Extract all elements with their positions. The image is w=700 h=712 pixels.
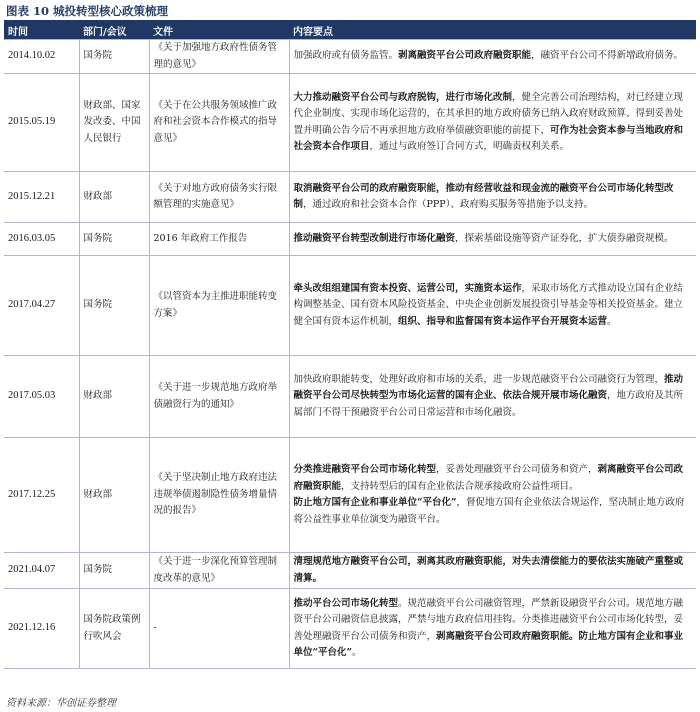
content-text: 。	[607, 315, 617, 327]
source-note: 资料来源：华创证券整理	[6, 698, 116, 709]
table-row	[4, 256, 696, 356]
content-text: ，妥善处理融资平台公司债务和资产，	[436, 464, 598, 475]
cell-dept: 财政部、国家发改委、中国人民银行	[79, 74, 149, 172]
header-document: 文件	[149, 22, 289, 40]
cell-dept: 国务院	[79, 256, 149, 356]
table-row	[4, 74, 696, 172]
content-highlight: 清理规范地方融资平台公司，剥离其政府融资职能，对失去清偿能力的要依法实施破产重整或清算。	[293, 556, 684, 584]
content-text: 加快政府职能转变，处理好政府和市场的关系，进一步规范融资平台公司融资行为管理，	[293, 373, 665, 385]
content-highlight: 推动融资平台公司尽快转型为市场化运营的国有企业、依法合规开展市场化融资	[293, 373, 684, 402]
content-highlight: 推动融资平台转型改制进行市场化融资	[293, 232, 456, 244]
cell-document: 《以管资本为主推进职能转变方案》	[149, 256, 289, 356]
cell-document: 《关于进一步深化预算管理制度改革的意见》	[149, 553, 289, 589]
cell-date: 2021.04.07	[4, 553, 79, 589]
cell-dept: 国务院政策例行吹风会	[79, 589, 149, 669]
cell-dept: 财政部	[79, 172, 149, 223]
cell-dept: 国务院	[79, 553, 149, 589]
content-highlight: 分类推进融资平台公司市场化转型	[293, 464, 437, 475]
content-text: 加强政府或有债务监管。	[293, 50, 399, 62]
table-header-row	[4, 22, 696, 40]
cell-document: -	[149, 589, 289, 669]
cell-date: 2021.12.16	[4, 589, 79, 669]
content-highlight: 大力推动融资平台公司与政府脱钩，进行市场化改制	[293, 91, 513, 103]
cell-document: 2016 年政府工作报告	[149, 223, 289, 256]
content-highlight: 剥离融资平台公司政府融资职能	[398, 50, 532, 62]
cell-content	[289, 256, 696, 356]
content-highlight: 取消融资平台公司的政府融资职能，推动有经营收益和现金流的融资平台公司市场化转型改制	[293, 182, 674, 210]
content-text: ，通过政府和社会资本合作（PPP）、政府购买服务等措施予以支持。	[303, 199, 593, 210]
cell-date: 2016.03.05	[4, 223, 79, 256]
cell-content	[289, 172, 696, 223]
table-row	[4, 40, 696, 74]
content-highlight: 牵头改组组建国有资本投资、运营公司，实施资本运作	[293, 282, 522, 294]
content-text: ，支持转型后的国有企业依法合规承接政府公益性项目。	[341, 480, 579, 492]
header-dept: 部门/会议	[79, 22, 149, 40]
cell-content	[289, 553, 696, 589]
content-text: ，地方政府及其所属部门不得干预融资平台公司日常运营和市场化融资。	[293, 390, 684, 418]
cell-dept: 国务院	[79, 40, 149, 74]
cell-document: 《关于加强地方政府性债务管理的意见》	[149, 40, 289, 74]
content-text: ，督促地方国有企业依法合规运作，坚决制止地方政府将公益性事业单位演变为融资平台。	[293, 497, 685, 525]
table-row	[4, 223, 696, 256]
cell-date: 2015.12.21	[4, 172, 79, 223]
cell-content	[289, 356, 696, 438]
table-row	[4, 356, 696, 438]
content-text: ，探索基础设施等资产证券化，扩大债券融资规模。	[455, 232, 674, 244]
cell-content	[289, 589, 696, 669]
content-text: ，健全完善公司治理结构，对已经建立现代企业制度、实现市场化运营的，在其承担的地方政府债务已纳入政府财政预算、得到妥善处置并明确公告今后不再承担地方政府举债融资职能的前提下，	[293, 91, 684, 136]
content-highlight: 剥离融资平台公司政府融资职能	[293, 464, 684, 492]
cell-document: 《关于对地方政府债务实行限额管理的实施意见》	[149, 172, 289, 223]
cell-dept: 财政部	[79, 356, 149, 438]
content-text: 。规范融资平台公司融资管理，严禁新设融资平台公司。规范地方融资平台公司融资信息披露，严禁与地方政府信用挂钩。分类推进融资平台公司市场化转型，妥善处理融资平台公司债务和资产，	[293, 597, 684, 642]
cell-content	[289, 223, 696, 256]
content-text: ，采取市场化方式推动设立国有企业结构调整基金、国有资本风险投资基金、中央企业创新发展投资引导基金等相关投资基金。建立健全国有资本运作机制，	[293, 282, 684, 327]
figure-title: 图表 10 城投转型核心政策梳理	[6, 4, 169, 18]
cell-date: 2014.10.02	[4, 40, 79, 74]
content-text: ，通过与政府签订合同方式，明确责权利关系。	[369, 141, 570, 152]
cell-document: 《关于进一步规范地方政府举债融资行为的通知》	[149, 356, 289, 438]
content-highlight: 防止地方国有企业和事业单位“平台化”	[293, 497, 457, 508]
table-row	[4, 438, 696, 553]
cell-dept: 财政部	[79, 438, 149, 553]
table-row	[4, 553, 696, 589]
content-highlight: 推动平台公司市场化转型	[293, 597, 399, 609]
content-text: 。	[351, 647, 362, 658]
header-time: 时间	[4, 22, 79, 40]
cell-date: 2015.05.19	[4, 74, 79, 172]
content-highlight: 可作为社会资本参与当地政府和社会资本合作项目	[293, 124, 684, 152]
header-content: 内容要点	[289, 22, 696, 40]
cell-content	[289, 40, 696, 74]
cell-dept: 国务院	[79, 223, 149, 256]
content-highlight: 剥离融资平台公司政府融资职能。防止地方国有企业和事业单位“平台化”	[293, 630, 684, 658]
cell-content	[289, 438, 696, 553]
content-text: ，融资平台公司不得新增政府债务。	[531, 50, 684, 62]
cell-document: 《关于坚决制止地方政府违法违规举债遏制隐性债务增量情况的报告》	[149, 438, 289, 553]
content-highlight: 组织、指导和监督国有资本运作平台开展资本运营	[398, 315, 608, 327]
policy-table	[4, 22, 696, 669]
table-row	[4, 172, 696, 223]
cell-date: 2017.04.27	[4, 256, 79, 356]
table-row	[4, 589, 696, 669]
cell-content	[289, 74, 696, 172]
cell-document: 《关于在公共服务领域推广政府和社会资本合作模式的指导意见》	[149, 74, 289, 172]
cell-date: 2017.05.03	[4, 356, 79, 438]
cell-date: 2017.12.25	[4, 438, 79, 553]
